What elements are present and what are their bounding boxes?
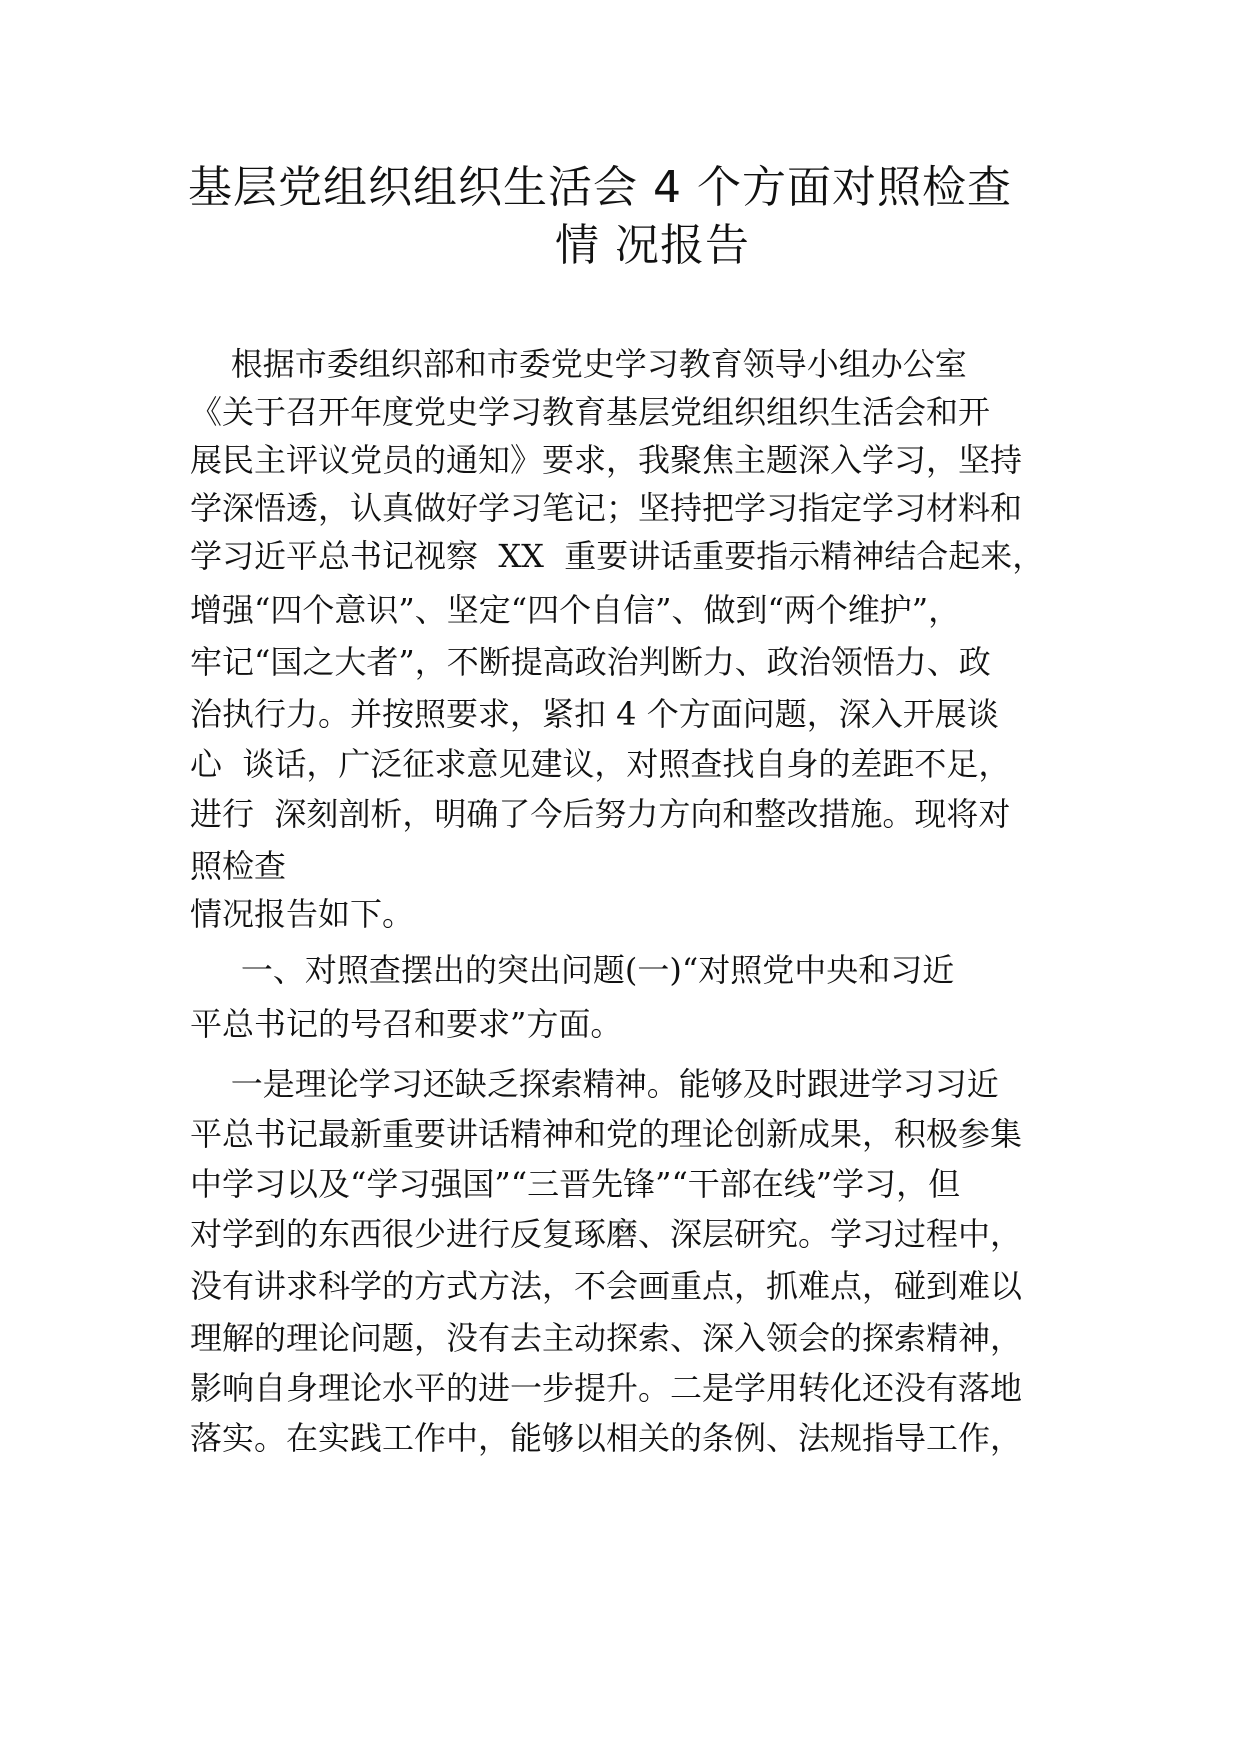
document-title-line-1: 基层党组织组织生活会 4 个方面对照检查: [188, 162, 1012, 213]
body-line: 情况报告如下。: [190, 895, 415, 933]
body-line: 学深悟透，认真做好学习笔记；坚持把学习指定学习材料和: [190, 489, 1023, 527]
body-line: 影响自身理论水平的进一步提升。二是学用转化还没有落地: [190, 1369, 1023, 1407]
body-line: 增强“四个意识”、坚定“四个自信”、做到“两个维护”，: [190, 591, 961, 629]
body-line: 心 谈话，广泛征求意见建议，对照查找自身的差距不足，: [190, 745, 1011, 783]
body-line: 照检查: [190, 847, 287, 885]
body-line: 展民主评议党员的通知》要求，我聚焦主题深入学习，坚持: [190, 441, 1023, 479]
body-line: 平总书记最新重要讲话精神和党的理论创新成果，积极参集: [190, 1115, 1023, 1153]
body-line: 牢记“国之大者”，不断提高政治判断力、政治领悟力、政: [190, 643, 991, 681]
body-line: 落实。在实践工作中，能够以相关的条例、法规指导工作，: [190, 1419, 1023, 1457]
section-heading-cont: 平总书记的号召和要求”方面。: [190, 1005, 623, 1043]
body-line: 对学到的东西很少进行反复琢磨、深层研究。学习过程中，: [190, 1215, 1023, 1253]
body-line: 根据市委组织部和市委党史学习教育领导小组办公室: [190, 345, 967, 383]
section-heading: 一、对照查摆出的突出问题(一)“对照党中央和习近: [190, 951, 955, 989]
document-title-line-2: 情 况报告: [555, 220, 750, 271]
body-line: 理解的理论问题，没有去主动探索、深入领会的探索精神，: [190, 1319, 1023, 1357]
body-line: 治执行力。并按照要求，紧扣 4 个方面问题，深入开展谈: [190, 695, 999, 733]
body-line: 中学习以及“学习强国”“三晋先锋”“干部在线”学习，但: [190, 1165, 961, 1203]
body-line: 《关于召开年度党史学习教育基层党组织组织生活会和开: [190, 393, 991, 431]
body-line: 一是理论学习还缺乏探索精神。能够及时跟进学习习近: [190, 1065, 999, 1103]
body-line: 学习近平总书记视察 XX 重要讲话重要指示精神结合起来，: [190, 537, 1045, 575]
body-line: 进行 深刻剖析，明确了今后努力方向和整改措施。现将对: [190, 795, 1011, 833]
body-line: 没有讲求科学的方式方法，不会画重点，抓难点，碰到难以: [190, 1267, 1023, 1305]
